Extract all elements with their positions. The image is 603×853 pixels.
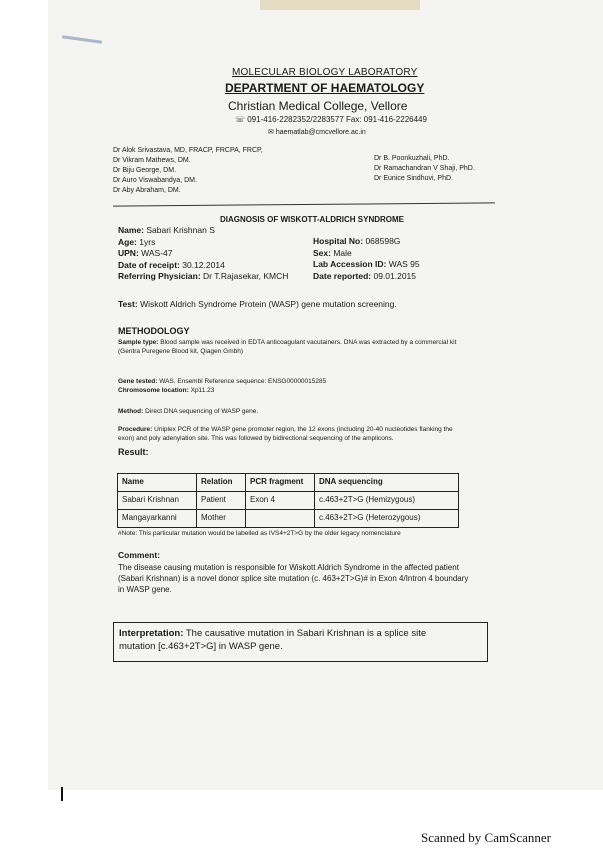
patient-info [118, 225, 288, 283]
table-cell: Patient [197, 492, 246, 510]
accession-row: Lab Accession ID: WAS 95 [313, 259, 420, 269]
doctor-name: Dr Eunice Sindhuvi, PhD. [374, 175, 453, 182]
column-header: Relation [197, 474, 246, 492]
column-header: PCR fragment [246, 474, 315, 492]
scanner-watermark: Scanned by CamScanner [421, 830, 551, 845]
table-cell: c.463+2T>G (Hemizygous) [315, 492, 459, 510]
patient-name-row: Name: Sabari Krishnan S [118, 225, 215, 235]
doctors-right [374, 154, 475, 184]
column-header: Name [118, 474, 197, 492]
doctor-name: Dr Biju George, DM. [113, 167, 177, 174]
patient-upn-row: UPN: WAS-47 [118, 248, 173, 258]
sample-type: Sample type: Blood sample was received in EDTA anticoagulant vacutainers. DNA was extracted by a commercial kit (Gentra Puregene Blood kit, Qiagen Gmbh) [118, 339, 457, 355]
table-cell: Mangayarkanni [118, 510, 197, 528]
table-cell: Sabari Krishnan [118, 492, 197, 510]
comment-heading: Comment: [118, 550, 161, 560]
department-name: DEPARTMENT OF HAEMATOLOGY [225, 81, 425, 95]
patient-age-row: Age: 1yrs [118, 236, 156, 247]
doctor-name: Dr Ramachandran V Shaji, PhD. [374, 165, 475, 172]
column-header: DNA sequencing [315, 474, 459, 492]
table-cell: Mother [197, 510, 246, 528]
doctor-name: Dr Vikram Mathews, DM. [113, 157, 191, 164]
receipt-date-row: Date of receipt: 30.12.2014 [118, 259, 225, 270]
result-note: #Note: This particular mutation would be labelled as IVS4+2T>G by the older legacy nomenclature [118, 530, 401, 537]
contact-phone: ☏ 091-416-2282352/2283577 Fax: 091-416-2226449 [235, 115, 427, 124]
contact-email: ✉ haematlab@cmcvellore.ac.in [268, 129, 366, 136]
table-cell: c.463+2T>G (Heterozygous) [315, 510, 459, 528]
table-cell [246, 510, 315, 528]
doctors-left [113, 146, 263, 196]
physician-row: Referring Physician: Dr T.Rajasekar, KMCH [118, 271, 289, 281]
doctor-name: Dr Alok Srivastava, MD, FRACP, FRCPA, FRCP, [113, 147, 263, 154]
report-title: DIAGNOSIS OF WISKOTT-ALDRICH SYNDROME [220, 215, 404, 224]
result-heading: Result: [118, 447, 149, 457]
table-header-row [118, 474, 459, 492]
lab-name: MOLECULAR BIOLOGY LABORATORY [232, 67, 418, 78]
methodology-heading: METHODOLOGY [118, 326, 190, 336]
interpretation-label: Interpretation: [119, 628, 184, 639]
procedure-text: Procedure: Uniplex PCR of the WASP gene promoter region, the 12 exons (including 20-40 nucleotides flanking the exon) and poly adenylation site. This was followed by bidirectional sequencing of the amplicons. [118, 426, 453, 442]
tape-strip [260, 0, 420, 10]
comment-text: The disease causing mutation is responsible for Wiskott Aldrich Syndrome in the affected patient (Sabari Krishnan) is a novel donor splice site mutation (c. 463+2T>G)# in Exon 4/Intron 4 boundary in WASP gene. [118, 563, 469, 594]
reported-date-row: Date reported: 09.01.2015 [313, 270, 417, 281]
result-table [117, 473, 459, 528]
table-row [118, 510, 459, 528]
interpretation-box: Interpretation: The causative mutation in Sabari Krishnan is a splice site mutation [c.463+2T>G] in WASP gene. [113, 622, 488, 662]
college-name: Christian Medical College, Vellore [228, 99, 408, 113]
hospital-no-row: Hospital No: 068598G [313, 236, 401, 246]
doctor-name: Dr Auro Viswabandya, DM. [113, 177, 197, 184]
sex-row: Sex: Male [313, 247, 352, 258]
phone-icon: ☏ [235, 115, 248, 124]
hospital-info [313, 236, 420, 282]
gene-tested: Gene tested: WAS. Ensembl Reference sequence: ENSG00000015285 Chromosome location: Xp11.23 [118, 378, 327, 394]
doctor-name: Dr Aby Abraham, DM. [113, 187, 181, 194]
table-row [118, 492, 459, 510]
edge-mark [61, 787, 63, 801]
method-line: Method: Direct DNA sequencing of WASP gene. [118, 408, 259, 415]
table-cell: Exon 4 [246, 492, 315, 510]
email-icon: ✉ [268, 129, 276, 136]
doctor-name: Dr B. Poonkuzhali, PhD. [374, 155, 450, 162]
test-line: Test: Wiskott Aldrich Syndrome Protein (WASP) gene mutation screening. [118, 299, 397, 309]
